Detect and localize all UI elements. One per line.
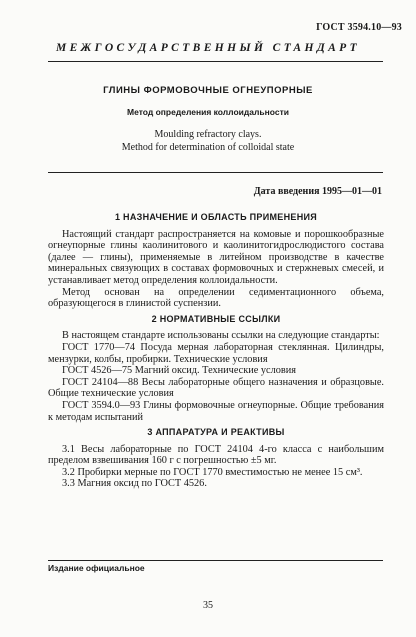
section-heading: 3 АППАРАТУРА И РЕАКТИВЫ: [147, 427, 285, 438]
title-divider: [48, 172, 383, 173]
body-text: [48, 208, 384, 490]
paragraph: Метод основан на определении седиментационного объема, образующегося в глинистой суспензии.: [48, 286, 384, 310]
english-title: [0, 128, 416, 154]
paragraph: ГОСТ 24104—88 Весы лабораторные общего назначения и образцовые. Общие технические условия: [48, 376, 384, 400]
paragraph: ГОСТ 1770—74 Посуда мерная лабораторная стеклянная. Цилиндры, мензурки, колбы, пробирки. Технические условия: [48, 341, 384, 365]
paragraph: В настоящем стандарте использованы ссылки на следующие стандарты:: [62, 330, 380, 342]
section-heading: 1 НАЗНАЧЕНИЕ И ОБЛАСТЬ ПРИМЕНЕНИЯ: [114, 212, 318, 222]
method-title: Метод определения коллоидальности: [127, 107, 289, 117]
introduction-date: Дата введения 1995—01—01: [253, 186, 382, 197]
section-heading: 2 НОРМАТИВНЫЕ ССЫЛКИ: [151, 313, 281, 324]
top-divider: [48, 61, 383, 62]
english-title-line1: Moulding refractory clays.: [154, 129, 262, 140]
english-title-line2: Method for determination of colloidal state: [121, 142, 295, 153]
page-number: 35: [203, 600, 213, 611]
footer-divider: [48, 560, 383, 561]
paragraph: ГОСТ 3594.0—93 Глины формовочные огнеупорные. Общие требования к методам испытаний: [48, 399, 384, 423]
paragraph: 3.1 Весы лабораторные по ГОСТ 24104 4-го класса с наибольшим пределом взвешивания 160 г с погрешностью ±5 мг.: [48, 443, 384, 467]
gost-code: ГОСТ 3594.10—93: [316, 22, 402, 33]
document-title: ГЛИНЫ ФОРМОВОЧНЫЕ ОГНЕУПОРНЫЕ: [103, 85, 313, 96]
official-edition-label: Издание официальное: [48, 563, 145, 573]
paragraph: ГОСТ 4526—75 Магний оксид. Технические условия: [62, 365, 297, 377]
paragraph: Настоящий стандарт распространяется на комовые и порошкообразные огнеупорные глины каолинитового и каолинитогидрослюдистого состава (далее — глины), применяемые в литейном производстве в качестве минеральных связующих в составах формовочных и стержневых смесей, и устанавливает метод определения коллоидальности.: [48, 228, 384, 286]
paragraph: 3.2 Пробирки мерные по ГОСТ 1770 вместимостью не менее 15 см³.: [62, 466, 363, 478]
interstate-standard-banner: МЕЖГОСУДАРСТВЕННЫЙ СТАНДАРТ: [55, 42, 361, 54]
paragraph: 3.3 Магния оксид по ГОСТ 4526.: [62, 478, 207, 490]
